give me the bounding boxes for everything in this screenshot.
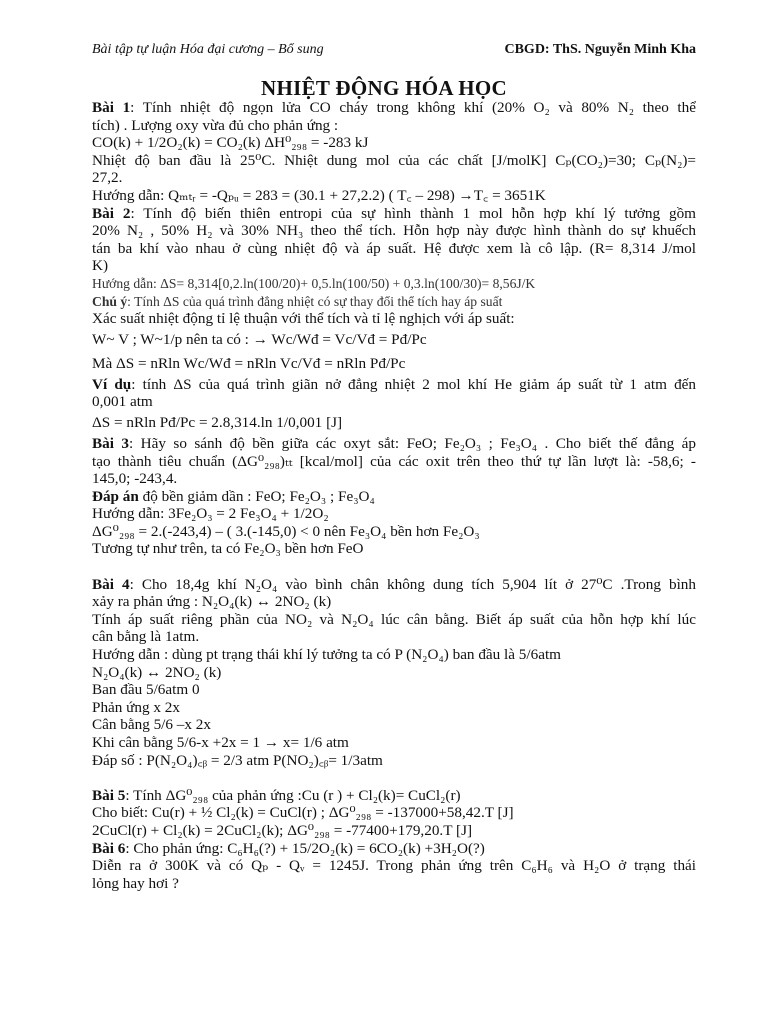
header-left: Bài tập tự luận Hóa đại cương – Bổ sung [92,42,324,57]
text-line: Hướng dẫn: 3Fe₂O₃ = 2 Fe₃O₄ + 1/2O₂ [92,505,329,523]
text-line: tạo thành tiêu chuẩn (ΔG⁰₂₉₈)ₜₜ [kcal/mol] của các oxit trên theo thứ tự lần lượt là: -58,6; - [92,452,696,470]
text-line: Đáp án độ bền giảm dần : FeO; Fe₂O₃ ; Fe₃O₄ [92,487,375,505]
label-bold: Ví dụ [92,375,132,393]
text-line: Cân bằng 5/6 –x 2x [92,716,211,734]
label-bold: Bài 6 [92,839,126,857]
text-line: Bài 4: Cho 18,4g khí N₂O₄ vào bình chân không dung tích 5,904 lít ở 27⁰C .Trong bình [92,575,696,593]
text-line: Hướng dẫn: Qₘₜᵣ = -Qₚᵤ = 283 = (30.1 + 27,2.2) ( T꜀ – 298) →T꜀ = 3651K [92,186,546,204]
text-line: 2CuCl(r) + Cl₂(k) = 2CuCl₂(k); ΔG⁰₂₉₈ = -77400+179,20.T [J] [92,821,473,839]
text-line: Khi cân bằng 5/6-x +2x = 1 → x= 1/6 atm [92,734,349,751]
text-line: Phản ứng x 2x [92,698,180,716]
text-line: Bài 2: Tính độ biến thiên entropi của sự hình thành 1 mol hỗn hợp khí lý tưởng gồm [92,204,696,222]
text-line: Bài 6: Cho phản ứng: C₆H₆(?) + 15/2O₂(k) = 6CO₂(k) +3H₂O(?) [92,839,485,857]
label-bold: Bài 1 [92,99,131,116]
text-line: Nhiệt độ ban đầu là 25⁰C. Nhiệt dung mol của các chất [J/molK] Cₚ(CO₂)=30; Cₚ(N₂)= [92,151,696,169]
label-bold: Đáp án [92,487,139,505]
text-line: Bài 1: Tính nhiệt độ ngọn lửa CO cháy trong không khí (20% O₂ và 80% N₂ theo thể [92,99,696,116]
text-line: Đáp số : P(N₂O₄)꜀ᵦ = 2/3 atm P(NO₂)꜀ᵦ= 1/3atm [92,751,383,769]
text-line: tích) . Lượng oxy vừa đủ cho phản ứng : [92,116,339,134]
text-line: 0,001 atm [92,393,153,411]
label-bold: Bài 4 [92,575,130,593]
text-line: Ban đầu 5/6atm 0 [92,681,200,699]
text-line: ΔG⁰₂₉₈ = 2.(-243,4) – ( 3.(-145,0) < 0 nên Fe₃O₄ bền hơn Fe₂O₃ [92,522,480,540]
text-line: xảy ra phản ứng : N₂O₄(k) ↔ 2NO₂ (k) [92,593,332,611]
text-line: Diễn ra ở 300K và có Qₚ - Qᵥ = 1245J. Trong phản ứng trên C₆H₆ và H₂O ở trạng thái [92,857,696,875]
text-line: ΔS = nRln Pđ/Pc = 2.8,314.ln 1/0,001 [J] [92,413,343,431]
text-line: 20% N₂ , 50% H₂ và 30% NH₃ theo thể tích. Hỗn hợp này được hình thành do sự khuếch [92,222,696,240]
label-bold: Bài 3 [92,434,129,452]
text-line: Mà ΔS = nRln Wc/Wđ = nRln Vc/Vđ = nRln Pđ/Pc [92,354,406,372]
page-title: NHIỆT ĐỘNG HÓA HỌC [261,76,507,100]
label-bold: Bài 5 [92,786,126,804]
document-body [92,99,696,892]
text-line: Xác suất nhiệt động tỉ lệ thuận với thể tích và tỉ lệ nghịch với áp suất: [92,310,515,328]
text-line: N₂O₄(k) ↔ 2NO₂ (k) [92,663,222,681]
blank-line [92,769,696,787]
text-line: 145,0; -243,4. [92,470,178,488]
text-line: Cho biết: Cu(r) + ½ Cl₂(k) = CuCl(r) ; ΔG⁰₂₉₈ = -137000+58,42.T [J] [92,804,514,822]
label-bold: Chú ý [92,293,128,309]
text-line: K) [92,257,109,275]
text-line: Bài 3: Hãy so sánh độ bền giữa các oxyt sắt: FeO; Fe₂O₃ ; Fe₃O₄ . Cho biết thế đẳng áp [92,434,697,452]
label-bold: Bài 2 [92,204,131,222]
text-line: Hướng dẫn: ΔS= 8,314[0,2.ln(100/20)+ 0,5.ln(100/50) + 0,3.ln(100/30)= 8,56J/K [92,275,536,291]
text-line: Chú ý: Tính ΔS của quá trình đẳng nhiệt có sự thay đổi thể tích hay áp suất [92,293,503,309]
text-line: cân bằng là 1atm. [92,628,200,646]
text-line: CO(k) + 1/2O₂(k) = CO₂(k) ΔH⁰₂₉₈ = -283 kJ [92,134,369,152]
text-line: Ví dụ: tính ΔS của quá trình giãn nở đẳng nhiệt 2 mol khí He giảm áp suất từ 1 atm đến [92,375,696,393]
text-line: Tính áp suất riêng phần của NO₂ và N₂O₄ lúc cân bằng. Biết áp suất của hỗn hợp khí lúc [92,610,696,628]
text-line: Tương tự như trên, ta có Fe₂O₃ bền hơn FeO [92,540,364,558]
text-line: Bài 5: Tính ΔG⁰₂₉₈ của phản ứng :Cu (r ) + Cl₂(k)= CuCl₂(r) [92,786,461,804]
text-line: Hướng dẫn : dùng pt trạng thái khí lý tưởng ta có P (N₂O₄) ban đầu là 5/6atm [92,646,561,664]
text-line: tán ba khí vào nhau ở cùng nhiệt độ và áp suất. Hệ được xem là cô lập. (R= 8,314 J/mol [92,239,696,257]
text-line: lỏng hay hơi ? [92,874,179,892]
blank-line [92,558,696,576]
header-right: CBGD: ThS. Nguyễn Minh Kha [504,42,696,57]
text-line: W~ V ; W~1/p nên ta có : → Wc/Wđ = Vc/Vđ = Pđ/Pc [92,330,427,348]
text-line: 27,2. [92,169,123,187]
